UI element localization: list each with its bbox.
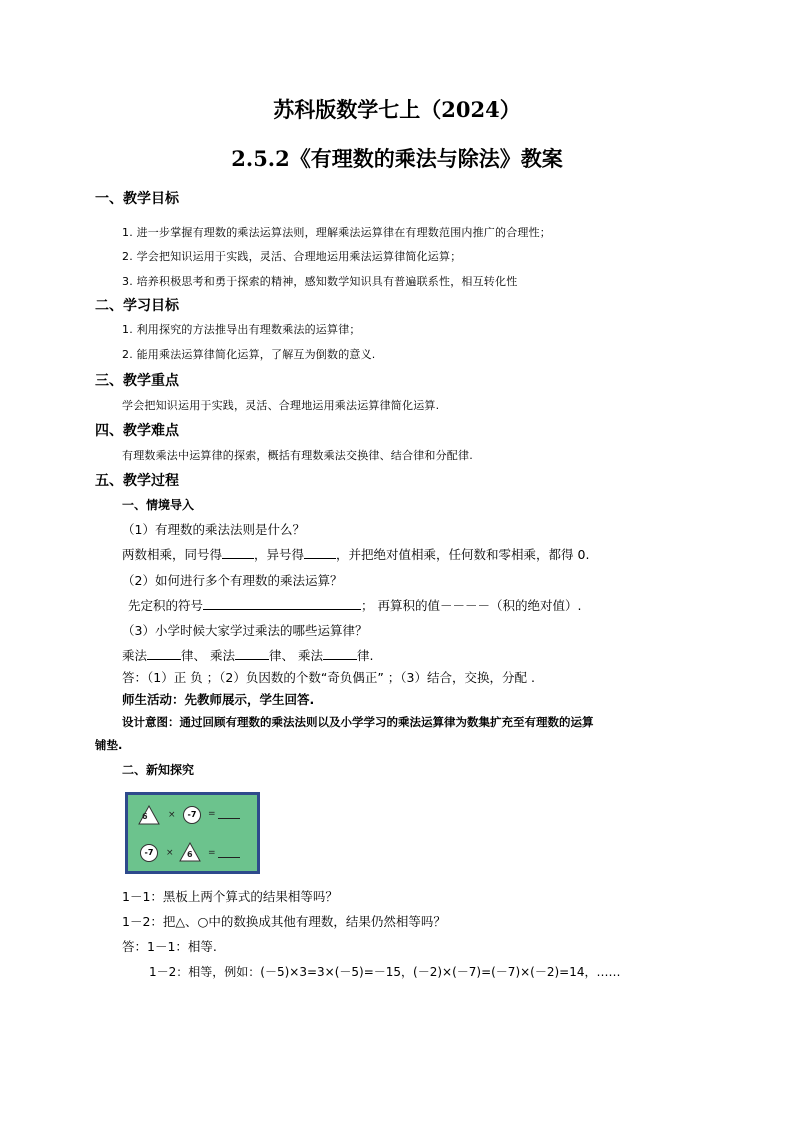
question-1: （1）有理数的乘法法则是什么？ xyxy=(122,522,305,537)
answer-line-1 xyxy=(122,547,589,563)
text: ，并把绝对值相乘，任何数和零相乘，都得 0. xyxy=(336,547,590,562)
text: 乘法 xyxy=(122,648,148,663)
title-line-2: 2.5.2《有理数的乘法与除法》教案 xyxy=(231,146,563,171)
exploration-question-2: 1－2：把△、○中的数换成其他有理数，结果仍然相等吗？ xyxy=(122,914,446,929)
title-line-1: 苏科版数学七上（2024） xyxy=(273,97,521,122)
difficulties-text: 有理数乘法中运算律的探索，概括有理数乘法交换律、结合律和分配律. xyxy=(122,449,473,462)
design-intent-line-1: 设计意图：通过回顾有理数的乘法法则以及小学学习的乘法运算律为数集扩充至有理数的运算 xyxy=(122,715,594,729)
circle-number: -7 xyxy=(140,844,158,862)
text: 律. xyxy=(356,648,374,663)
triangle-number: 6 xyxy=(187,850,193,859)
question-3: （3）小学时候大家学过乘法的哪些运算律？ xyxy=(122,623,368,638)
design-intent-line-2: 铺垫. xyxy=(95,738,123,752)
times-sign: × xyxy=(168,810,176,820)
section-heading-learning-goals: 二、学习目标 xyxy=(95,298,179,314)
exploration-answer-1: 答：1－1：相等. xyxy=(122,939,217,954)
fill-blank xyxy=(147,648,181,660)
section-heading-difficulties: 四、教学难点 xyxy=(95,423,179,439)
section-heading-teaching-goals: 一、教学目标 xyxy=(95,191,179,207)
subsection-intro: 一、情境导入 xyxy=(122,498,195,512)
exploration-answer-2: 1－2：相等，例如：(－5)×3=3×(－5)=－15，(－2)×(－7)=(－7)×(－2)=14，…… xyxy=(149,965,621,979)
fill-blank xyxy=(222,547,254,559)
equals-sign: = xyxy=(208,809,216,819)
blackboard-figure xyxy=(125,792,260,874)
triangle-number: 6 xyxy=(142,812,148,821)
times-sign: × xyxy=(166,848,174,858)
teacher-student-activity: 师生活动：先教师展示，学生回答. xyxy=(122,692,315,707)
text: ； 再算积的值－－－－（积的绝对值）. xyxy=(361,598,582,613)
fill-blank xyxy=(235,648,269,660)
text: 律、 乘法 xyxy=(181,648,235,663)
result-blank xyxy=(218,857,240,858)
fill-blank xyxy=(203,598,361,610)
question-2: （2）如何进行多个有理数的乘法运算？ xyxy=(122,573,343,588)
circle-number: -7 xyxy=(183,806,201,824)
fill-blank xyxy=(304,547,336,559)
exploration-question-1: 1－1：黑板上两个算式的结果相等吗？ xyxy=(122,889,338,904)
text: 两数相乘，同号得 xyxy=(122,547,223,562)
text: 先定积的符号 xyxy=(128,598,204,613)
teaching-goal-1: 1. 进一步掌握有理数的乘法运算法则，理解乘法运算律在有理数范围内推广的合理性； xyxy=(122,226,551,239)
section-heading-key-points: 三、教学重点 xyxy=(95,373,179,389)
equals-sign: = xyxy=(208,848,216,858)
answer-line-2 xyxy=(128,598,581,614)
answer-summary: 答：（1）正 负 ；（2）负因数的个数“奇负偶正” ；（3）结合，交换，分配 . xyxy=(122,670,535,685)
learning-goal-1: 1. 利用探究的方法推导出有理数乘法的运算律； xyxy=(122,323,361,336)
key-points-text: 学会把知识运用于实践，灵活、合理地运用乘法运算律简化运算. xyxy=(122,399,440,412)
teaching-goal-2: 2. 学会把知识运用于实践，灵活、合理地运用乘法运算律简化运算； xyxy=(122,250,462,263)
teaching-goal-3: 3. 培养积极思考和勇于探索的精神，感知数学知识具有普遍联系性，相互转化性 xyxy=(122,275,518,288)
text: ，异号得 xyxy=(254,547,305,562)
fill-blank xyxy=(323,648,357,660)
text: 律、 乘法 xyxy=(269,648,323,663)
subsection-exploration: 二、新知探究 xyxy=(122,763,195,777)
result-blank xyxy=(218,818,240,819)
learning-goal-2: 2. 能用乘法运算律简化运算，了解互为倒数的意义. xyxy=(122,348,376,361)
section-heading-process: 五、教学过程 xyxy=(95,473,179,489)
answer-line-3 xyxy=(122,648,373,664)
